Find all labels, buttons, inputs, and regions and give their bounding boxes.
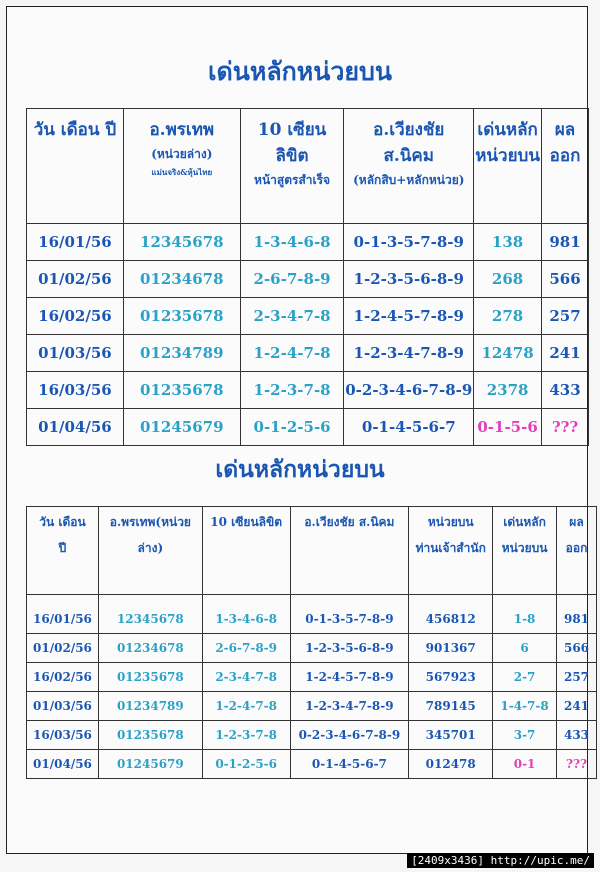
cell-date: 16/02/56 <box>27 663 99 692</box>
cell-result: 241 <box>557 692 597 721</box>
cell-sian: 2-3-4-7-8 <box>202 663 290 692</box>
header-date: วัน เดือน ปี <box>27 507 99 595</box>
cell-result: 566 <box>557 634 597 663</box>
cell-wiangchai: 0-2-3-4-6-7-8-9 <box>290 721 409 750</box>
cell-wiangchai: 1-2-4-5-7-8-9 <box>344 298 474 335</box>
cell-date: 01/02/56 <box>27 634 99 663</box>
cell-lead: 268 <box>474 261 542 298</box>
table-row <box>27 663 597 692</box>
header-result: ผล ออก <box>557 507 597 595</box>
cell-wiangchai: 0-1-4-5-6-7 <box>290 750 409 779</box>
lottery-table-1 <box>26 108 589 446</box>
cell-lead: 278 <box>474 298 542 335</box>
table-row <box>27 298 589 335</box>
cell-result: ??? <box>542 409 589 446</box>
cell-lead: 2378 <box>474 372 542 409</box>
cell-date: 16/03/56 <box>27 372 124 409</box>
cell-wiangchai: 1-2-3-4-7-8-9 <box>344 335 474 372</box>
table-row <box>27 261 589 298</box>
cell-master: 456812 <box>409 595 493 634</box>
table-row <box>27 692 597 721</box>
cell-wiangchai: 1-2-4-5-7-8-9 <box>290 663 409 692</box>
header-lead: เด่นหลัก หน่วยบน <box>474 109 542 224</box>
cell-date: 01/02/56 <box>27 261 124 298</box>
header-master: หน่วยบน ท่านเจ้าสำนัก <box>409 507 493 595</box>
cell-lead: 6 <box>493 634 557 663</box>
header-date: วัน เดือน ปี <box>27 109 124 224</box>
table-row <box>27 721 597 750</box>
header-lead: เด่นหลัก หน่วยบน <box>493 507 557 595</box>
cell-wiangchai: 0-1-4-5-6-7 <box>344 409 474 446</box>
cell-wiangchai: 0-2-3-4-6-7-8-9 <box>344 372 474 409</box>
cell-wiangchai: 0-1-3-5-7-8-9 <box>290 595 409 634</box>
cell-lead: 2-7 <box>493 663 557 692</box>
table-row <box>27 372 589 409</box>
cell-master: 567923 <box>409 663 493 692</box>
cell-result: 433 <box>542 372 589 409</box>
header-10-sian: 10 เซียน ลิขิต หน้าสูตรสำเร็จ <box>240 109 344 224</box>
cell-porntep: 12345678 <box>98 595 202 634</box>
cell-result: 257 <box>542 298 589 335</box>
cell-porntep: 01234789 <box>123 335 240 372</box>
cell-sian: 0-1-2-5-6 <box>202 750 290 779</box>
cell-sian: 2-3-4-7-8 <box>240 298 344 335</box>
cell-lead: 1-8 <box>493 595 557 634</box>
cell-sian: 0-1-2-5-6 <box>240 409 344 446</box>
cell-sian: 1-2-3-7-8 <box>240 372 344 409</box>
cell-result: 257 <box>557 663 597 692</box>
cell-result: 433 <box>557 721 597 750</box>
cell-result: ??? <box>557 750 597 779</box>
cell-sian: 2-6-7-8-9 <box>240 261 344 298</box>
header-porntep: อ.พรเทพ (หน่วยล่าง) แม่นจริง&หุ้นไทย <box>123 109 240 224</box>
cell-master: 789145 <box>409 692 493 721</box>
cell-wiangchai: 1-2-3-4-7-8-9 <box>290 692 409 721</box>
header-wiangchai: อ.เวียงชัย ส.นิคม (หลักสิบ+หลักหน่วย) <box>344 109 474 224</box>
cell-sian: 1-3-4-6-8 <box>202 595 290 634</box>
cell-wiangchai: 1-2-3-5-6-8-9 <box>344 261 474 298</box>
cell-lead: 12478 <box>474 335 542 372</box>
table-row <box>27 595 597 634</box>
header-porntep: อ.พรเทพ(หน่วย ล่าง) <box>98 507 202 595</box>
cell-date: 01/03/56 <box>27 692 99 721</box>
cell-porntep: 01235678 <box>98 721 202 750</box>
cell-porntep: 01235678 <box>123 298 240 335</box>
cell-sian: 2-6-7-8-9 <box>202 634 290 663</box>
table-row <box>27 335 589 372</box>
cell-sian: 1-3-4-6-8 <box>240 224 344 261</box>
cell-lead: 138 <box>474 224 542 261</box>
table-header-row <box>27 109 589 224</box>
cell-wiangchai: 0-1-3-5-7-8-9 <box>344 224 474 261</box>
cell-result: 981 <box>542 224 589 261</box>
cell-lead: 1-4-7-8 <box>493 692 557 721</box>
cell-master: 012478 <box>409 750 493 779</box>
cell-master: 345701 <box>409 721 493 750</box>
title-top: เด่นหลักหน่วยบน <box>207 57 393 86</box>
cell-porntep: 01234678 <box>98 634 202 663</box>
title-bottom: เด่นหลักหน่วยบน <box>215 456 385 483</box>
cell-sian: 1-2-4-7-8 <box>240 335 344 372</box>
cell-date: 16/02/56 <box>27 298 124 335</box>
cell-date: 16/01/56 <box>27 224 124 261</box>
table-row <box>27 224 589 261</box>
cell-lead: 3-7 <box>493 721 557 750</box>
header-wiangchai: อ.เวียงชัย ส.นิคม <box>290 507 409 595</box>
cell-result: 981 <box>557 595 597 634</box>
image-footer-label: [2409x3436] http://upic.me/ <box>407 853 594 868</box>
cell-date: 01/04/56 <box>27 750 99 779</box>
cell-porntep: 01235678 <box>123 372 240 409</box>
cell-lead: 0-1-5-6 <box>474 409 542 446</box>
cell-date: 16/01/56 <box>27 595 99 634</box>
table-row <box>27 750 597 779</box>
cell-date: 16/03/56 <box>27 721 99 750</box>
cell-result: 566 <box>542 261 589 298</box>
table-header-row <box>27 507 597 595</box>
lottery-table-2 <box>26 506 597 779</box>
cell-porntep: 01234789 <box>98 692 202 721</box>
header-result: ผล ออก <box>542 109 589 224</box>
cell-lead: 0-1 <box>493 750 557 779</box>
cell-result: 241 <box>542 335 589 372</box>
cell-porntep: 01235678 <box>98 663 202 692</box>
cell-date: 01/04/56 <box>27 409 124 446</box>
table-row <box>27 634 597 663</box>
cell-wiangchai: 1-2-3-5-6-8-9 <box>290 634 409 663</box>
cell-porntep: 12345678 <box>123 224 240 261</box>
cell-master: 901367 <box>409 634 493 663</box>
cell-porntep: 01245679 <box>123 409 240 446</box>
cell-date: 01/03/56 <box>27 335 124 372</box>
cell-sian: 1-2-4-7-8 <box>202 692 290 721</box>
header-10-sian: 10 เซียนลิขิต <box>202 507 290 595</box>
table-row <box>27 409 589 446</box>
cell-porntep: 01245679 <box>98 750 202 779</box>
cell-sian: 1-2-3-7-8 <box>202 721 290 750</box>
cell-porntep: 01234678 <box>123 261 240 298</box>
